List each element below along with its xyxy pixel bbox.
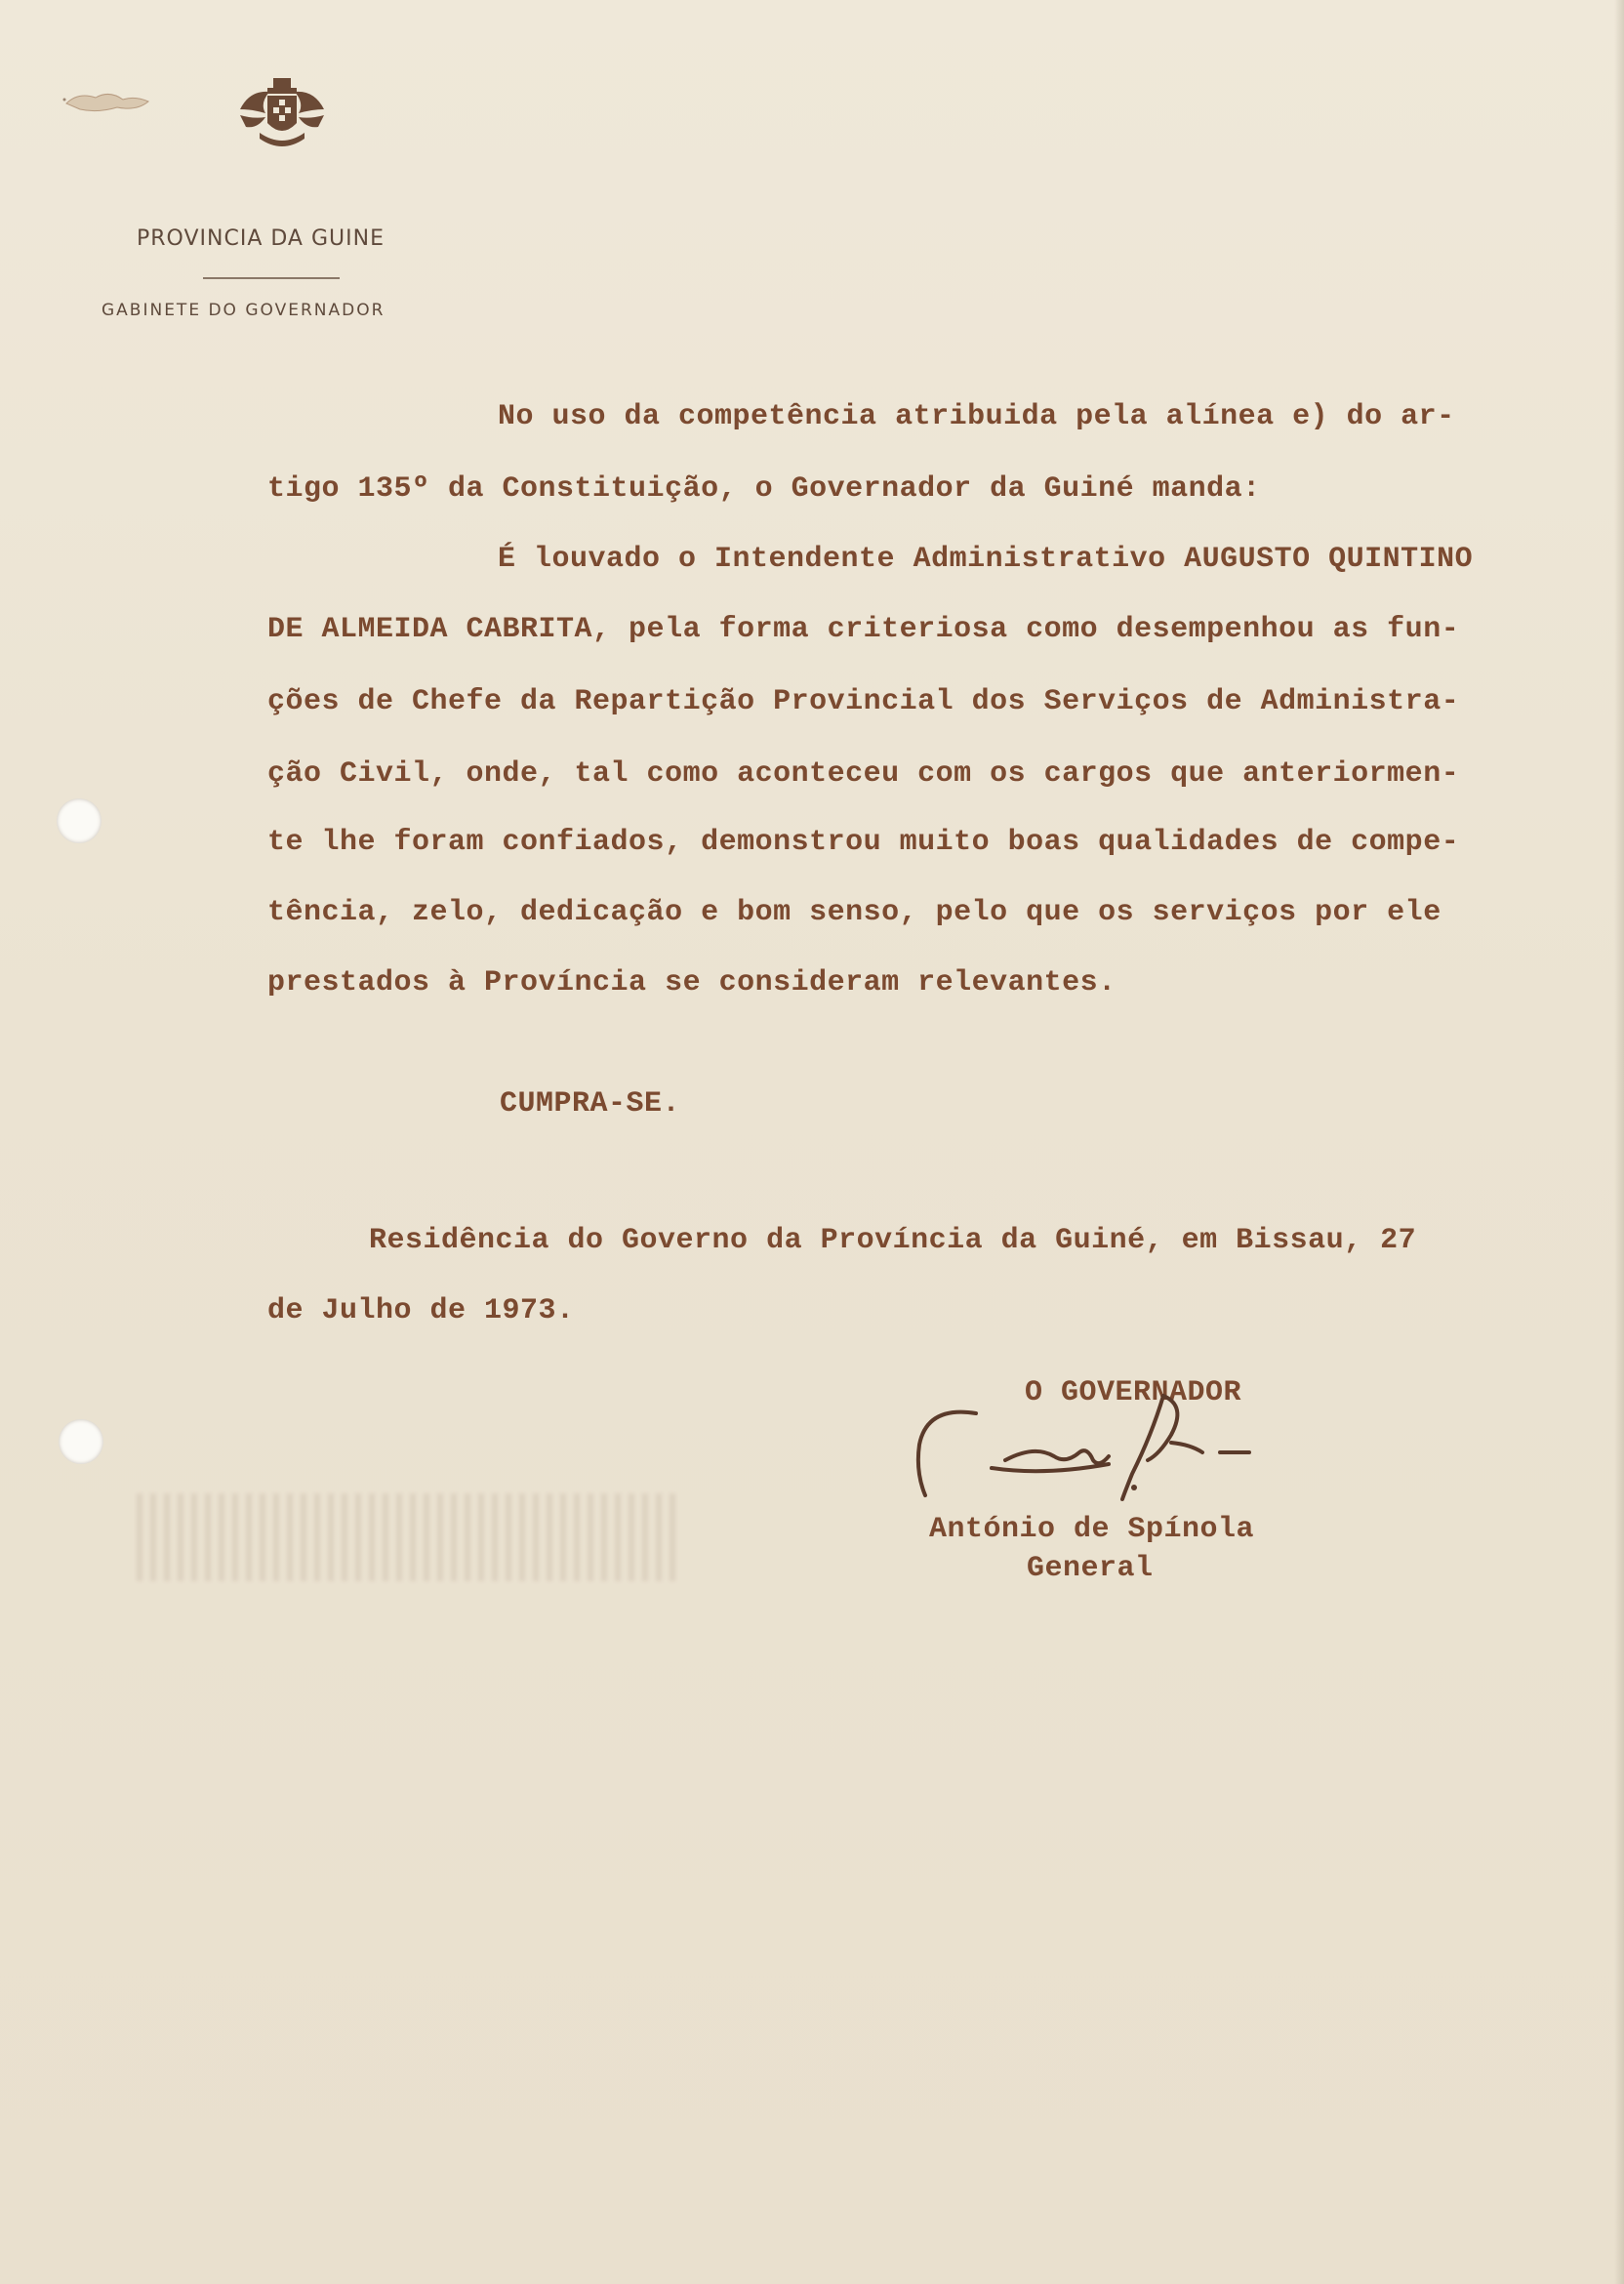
body-line-3: É louvado o Intendente Administrativo AUGUSTO QUINTINO (498, 543, 1474, 576)
signatory-name: António de Spínola (929, 1513, 1255, 1546)
letterhead-divider (203, 277, 340, 279)
place-date-line-2: de Julho de 1973. (267, 1294, 575, 1327)
punch-hole-lower (59, 1419, 103, 1464)
coat-of-arms-emblem (230, 70, 334, 154)
body-line-8: tência, zelo, dedicação e bom senso, pelo que os serviços por ele (267, 896, 1441, 929)
closing-formula: CUMPRA-SE. (500, 1087, 681, 1121)
body-line-9: prestados à Província se consideram relevantes. (267, 966, 1116, 999)
page-edge-shadow (1614, 0, 1624, 2284)
letterhead-province: PROVINCIA DA GUINE (137, 226, 385, 251)
place-date-line-1: Residência do Governo da Província da Guiné, em Bissau, 27 (369, 1224, 1417, 1257)
body-line-4: DE ALMEIDA CABRITA, pela forma criteriosa como desempenhou as fun- (267, 613, 1460, 646)
bleed-through-text (137, 1493, 683, 1581)
paper-tear-mark (59, 82, 156, 121)
body-line-6: ção Civil, onde, tal como aconteceu com os cargos que anteriormen- (267, 757, 1460, 791)
signatory-rank: General (1027, 1552, 1154, 1585)
body-line-5: ções de Chefe da Repartição Provincial dos Serviços de Administra- (267, 685, 1460, 718)
body-line-2: tigo 135º da Constituição, o Governador da Guiné manda: (267, 472, 1261, 506)
body-line-7: te lhe foram confiados, demonstrou muito boas qualidades de compe- (267, 826, 1460, 859)
handwritten-signature (908, 1366, 1337, 1523)
signatory-title: O GOVERNADOR (1025, 1376, 1242, 1409)
punch-hole-upper (57, 798, 102, 843)
letterhead-office: GABINETE DO GOVERNADOR (102, 301, 386, 320)
body-line-1: No uso da competência atribuida pela alínea e) do ar- (498, 400, 1455, 433)
